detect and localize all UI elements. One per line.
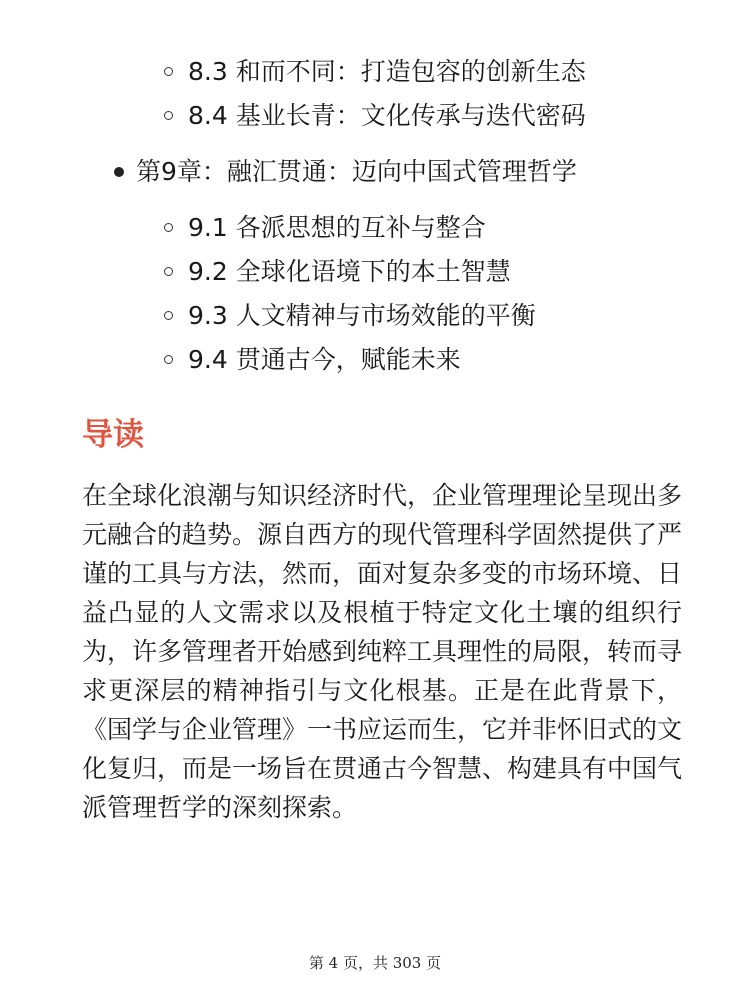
disc-bullet-icon xyxy=(114,167,124,177)
circle-bullet-icon xyxy=(164,355,173,364)
intro-paragraph: 在全球化浪潮与知识经济时代，企业管理理论呈现出多元融合的趋势。源自西方的现代管理科学固然提供了严谨的工具与方法，然而，面对复杂多变的市场环境、日益凸显的人文需求以及根植于特定文化土壤的组织行为，许多管理者开始感到纯粹工具理性的局限，转而寻求更深层的精神指引与文化根基。正是在此背景下，《国学与企业管理》一书应运而生，它并非怀旧式的文化复归，而是一场旨在贯通古今智慧、构建具有中国气派管理哲学的深刻探索。 xyxy=(82,481,683,822)
circle-bullet-icon xyxy=(164,67,173,76)
circle-bullet-icon xyxy=(164,311,173,320)
toc-item-9-2[interactable] xyxy=(166,250,536,294)
toc-chapter-label: 第9章：融汇贯通：迈向中国式管理哲学 xyxy=(136,157,577,186)
circle-bullet-icon xyxy=(164,223,173,232)
circle-bullet-icon xyxy=(164,111,173,120)
toc-item-label: 9.1 各派思想的互补与整合 xyxy=(188,213,486,242)
circle-bullet-icon xyxy=(164,267,173,276)
toc-item-label: 8.4 基业长青：文化传承与迭代密码 xyxy=(188,101,586,130)
toc-item-9-4[interactable] xyxy=(166,338,536,382)
toc-chapter-9[interactable] xyxy=(116,150,577,194)
toc-item-9-3[interactable] xyxy=(166,294,536,338)
toc-item-label: 8.3 和而不同：打造包容的创新生态 xyxy=(188,57,586,86)
toc-item-9-1[interactable] xyxy=(166,206,536,250)
toc-sublist-chapter-9 xyxy=(166,206,536,382)
toc-item-label: 9.4 贯通古今，赋能未来 xyxy=(188,345,461,374)
page-number-footer: 第 4 页，共 303 页 xyxy=(308,954,442,972)
toc-sublist-chapter-8 xyxy=(166,50,586,138)
section-heading: 导读 xyxy=(82,417,144,453)
toc-item-label: 9.2 全球化语境下的本土智慧 xyxy=(188,257,511,286)
toc-item-label: 9.3 人文精神与市场效能的平衡 xyxy=(188,301,536,330)
toc-item-8-4[interactable] xyxy=(166,94,586,138)
toc-item-8-3[interactable] xyxy=(166,50,586,94)
